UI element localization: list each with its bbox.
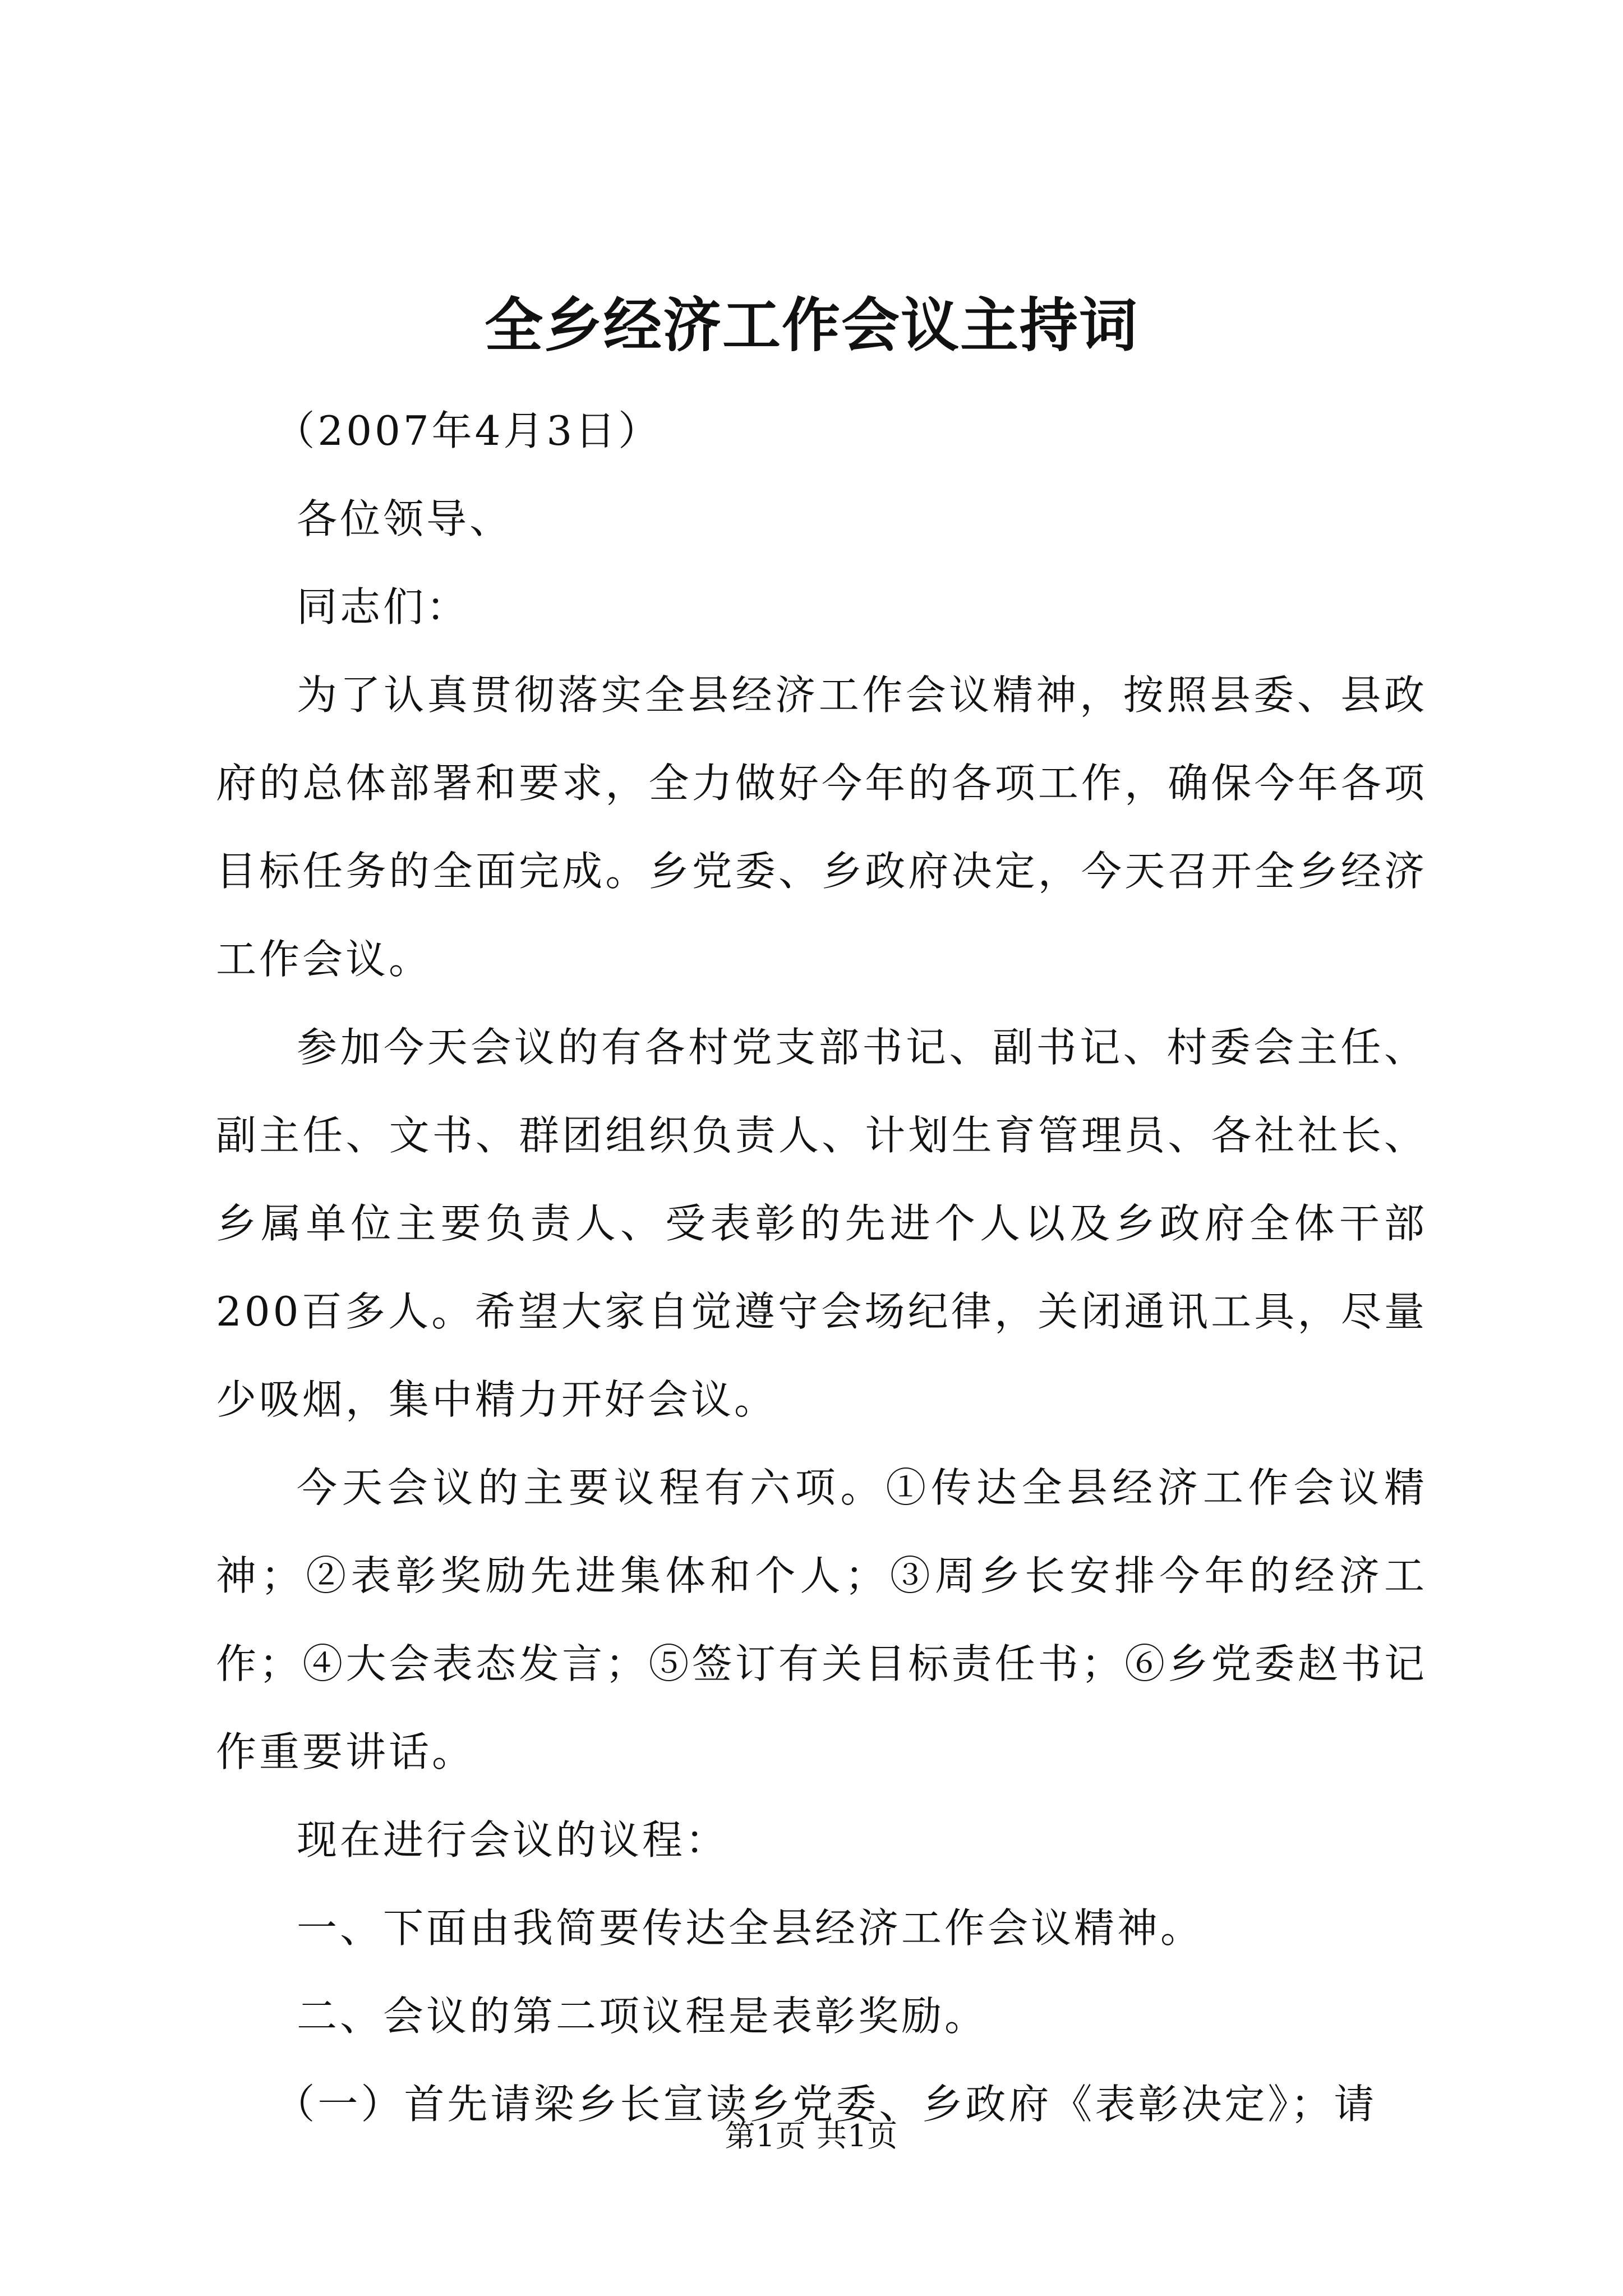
paragraph-proceed: 现在进行会议的议程： — [297, 1816, 729, 1864]
agenda-item-2: 二、会议的第二项议程是表彰奖励。 — [297, 1993, 988, 2040]
paragraph-agenda: 今天会议的主要议程有六项。①传达全县经济工作会议精神；②表彰奖励先进集体和个人；③周乡长安排今年的经济工作；④大会表态发言；⑤签订有关目标责任书；⑥乡党委赵书记作重要讲话。 — [216, 1464, 1427, 1775]
agenda-item-1: 一、下面由我简要传达全县经济工作会议精神。 — [297, 1904, 1204, 1952]
agenda-subitem-1: （一）首先请梁乡长宣读乡党委、乡政府《表彰决定》；请 — [274, 2081, 1377, 2128]
date-line: （2007年4月3日） — [274, 407, 662, 454]
salutation-leaders: 各位领导、 — [297, 495, 513, 542]
paragraph-attendees: 参加今天会议的有各村党支部书记、副书记、村委会主任、副主任、文书、群团组织负责人、计划生育管理员、各社社长、乡属单位主要负责人、受表彰的先进个人以及乡政府全体干部200百多人。希望大家自觉遵守会场纪律，关闭通讯工具，尽量少吸烟，集中精力开好会议。 — [216, 1024, 1427, 1423]
document-body — [216, 387, 1427, 2148]
page-footer: 第1页 共1页 — [725, 2118, 898, 2154]
salutation-comrades: 同志们： — [297, 583, 470, 631]
paragraph-purpose: 为了认真贯彻落实全县经济工作会议精神，按照县委、县政府的总体部署和要求，全力做好今年的各项工作，确保今年各项目标任务的全面完成。乡党委、乡政府决定，今天召开全乡经济工作会议。 — [216, 671, 1427, 983]
document-title: 全乡经济工作会议主持词 — [484, 291, 1138, 360]
